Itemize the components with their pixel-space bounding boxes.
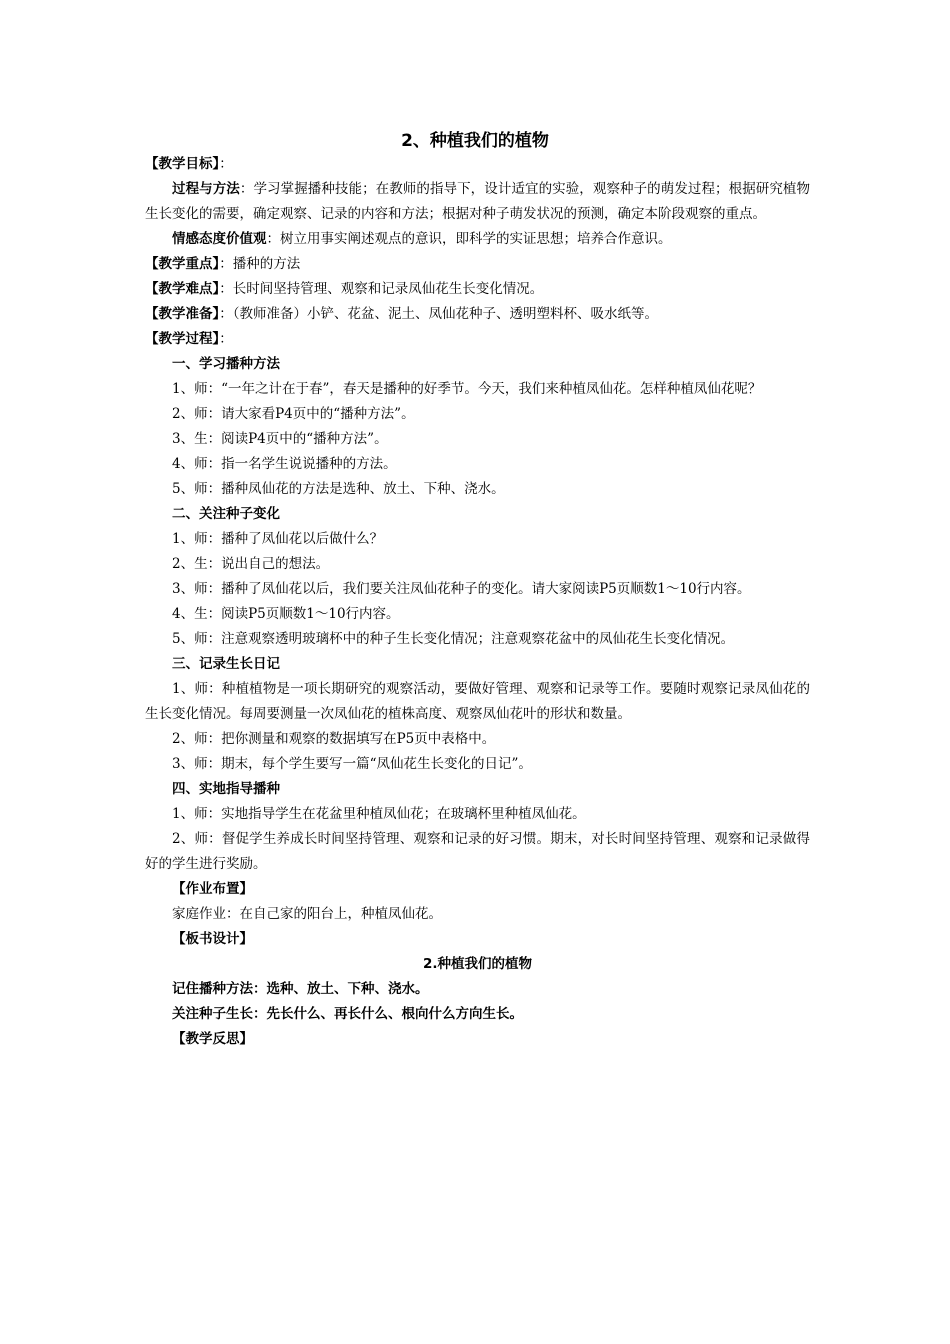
page-title: 2、种植我们的植物 <box>401 131 549 151</box>
goals-heading-line <box>145 152 810 177</box>
homework-heading: 【作业布置】 <box>172 881 253 897</box>
goals-attitude-label: 情感态度价值观 <box>172 231 267 247</box>
board-title: 2.种植我们的植物 <box>422 956 533 972</box>
goals-heading-tail: ： <box>219 156 233 172</box>
section-heading: 一、学习播种方法 <box>172 356 280 372</box>
board-line-method: 记住播种方法：选种、放土、下种、浇水。 <box>172 981 429 997</box>
process-heading-line <box>145 327 810 352</box>
list-item: 1、师：种植植物是一项长期研究的观察活动，要做好管理、观察和记录等工作。要随时观察记录凤仙花的生长变化情况。每周要测量一次凤仙花的植株高度、观察凤仙花叶的形状和数量。 <box>145 681 810 722</box>
section-heading: 四、实地指导播种 <box>172 781 280 797</box>
list-item: 5、师：注意观察透明玻璃杯中的种子生长变化情况；注意观察花盆中的凤仙花生长变化情况。 <box>172 631 735 647</box>
list-item: 1、师：“一年之计在于春”，春天是播种的好季节。今天，我们来种植凤仙花。怎样种植凤仙花呢？ <box>172 381 762 397</box>
preparation-label: 【教学准备】 <box>145 306 220 322</box>
section-heading: 三、记录生长日记 <box>172 656 280 672</box>
list-item: 1、师：实地指导学生在花盆里种植凤仙花；在玻璃杯里种植凤仙花。 <box>172 806 586 822</box>
list-item: 2、师：请大家看P4页中的“播种方法”。 <box>172 406 415 422</box>
list-item: 3、生：阅读P4页中的“播种方法”。 <box>172 431 388 447</box>
key-point-line <box>145 252 810 277</box>
section-heading: 二、关注种子变化 <box>172 506 280 522</box>
document-body <box>145 152 810 1052</box>
process-heading-tail: ： <box>219 331 233 347</box>
list-item: 2、生：说出自己的想法。 <box>172 556 330 572</box>
key-point-label: 【教学重点】 <box>145 256 220 272</box>
board-heading: 【板书设计】 <box>172 931 253 947</box>
list-item: 1、师：播种了凤仙花以后做什么？ <box>172 531 384 547</box>
goals-paragraph-attitude <box>145 227 810 252</box>
list-item: 4、师：指一名学生说说播种的方法。 <box>172 456 397 472</box>
difficulty-line <box>145 277 810 302</box>
goals-process-label: 过程与方法 <box>172 181 240 197</box>
board-line-growth: 关注种子生长：先长什么、再长什么、根向什么方向生长。 <box>172 1006 523 1022</box>
preparation-line <box>145 302 810 327</box>
homework-text: 家庭作业：在自己家的阳台上，种植凤仙花。 <box>172 906 442 922</box>
goals-process-text: ：学习掌握播种技能；在教师的指导下，设计适宜的实验，观察种子的萌发过程；根据研究植物生长变化的需要，确定观察、记录的内容和方法；根据对种子萌发状况的预测，确定本阶段观察的重点。 <box>145 181 811 222</box>
reflection-heading: 【教学反思】 <box>172 1031 253 1047</box>
goals-heading: 【教学目标】 <box>145 156 220 172</box>
goals-attitude-text: ：树立用事实阐述观点的意识，即科学的实证思想；培养合作意识。 <box>266 231 672 247</box>
key-point-text: ：播种的方法 <box>219 256 301 272</box>
list-item: 2、师：把你测量和观察的数据填写在P5页中表格中。 <box>172 731 496 747</box>
list-item: 4、生：阅读P5页顺数1～10行内容。 <box>172 606 400 622</box>
list-item: 5、师：播种凤仙花的方法是选种、放土、下种、浇水。 <box>172 481 505 497</box>
process-heading: 【教学过程】 <box>145 331 220 347</box>
difficulty-label: 【教学难点】 <box>145 281 220 297</box>
preparation-text: ：（教师准备）小铲、花盆、泥土、凤仙花种子、透明塑料杯、吸水纸等。 <box>219 306 658 322</box>
list-item: 2、师：督促学生养成长时间坚持管理、观察和记录的好习惯。期末，对长时间坚持管理、观察和记录做得好的学生进行奖励。 <box>145 831 810 872</box>
list-item: 3、师：期末，每个学生要写一篇“凤仙花生长变化的日记”。 <box>172 756 532 772</box>
goals-paragraph-process <box>145 177 810 227</box>
list-item: 3、师：播种了凤仙花以后，我们要关注凤仙花种子的变化。请大家阅读P5页顺数1～10行内容。 <box>172 581 751 597</box>
difficulty-text: ：长时间坚持管理、观察和记录凤仙花生长变化情况。 <box>219 281 544 297</box>
